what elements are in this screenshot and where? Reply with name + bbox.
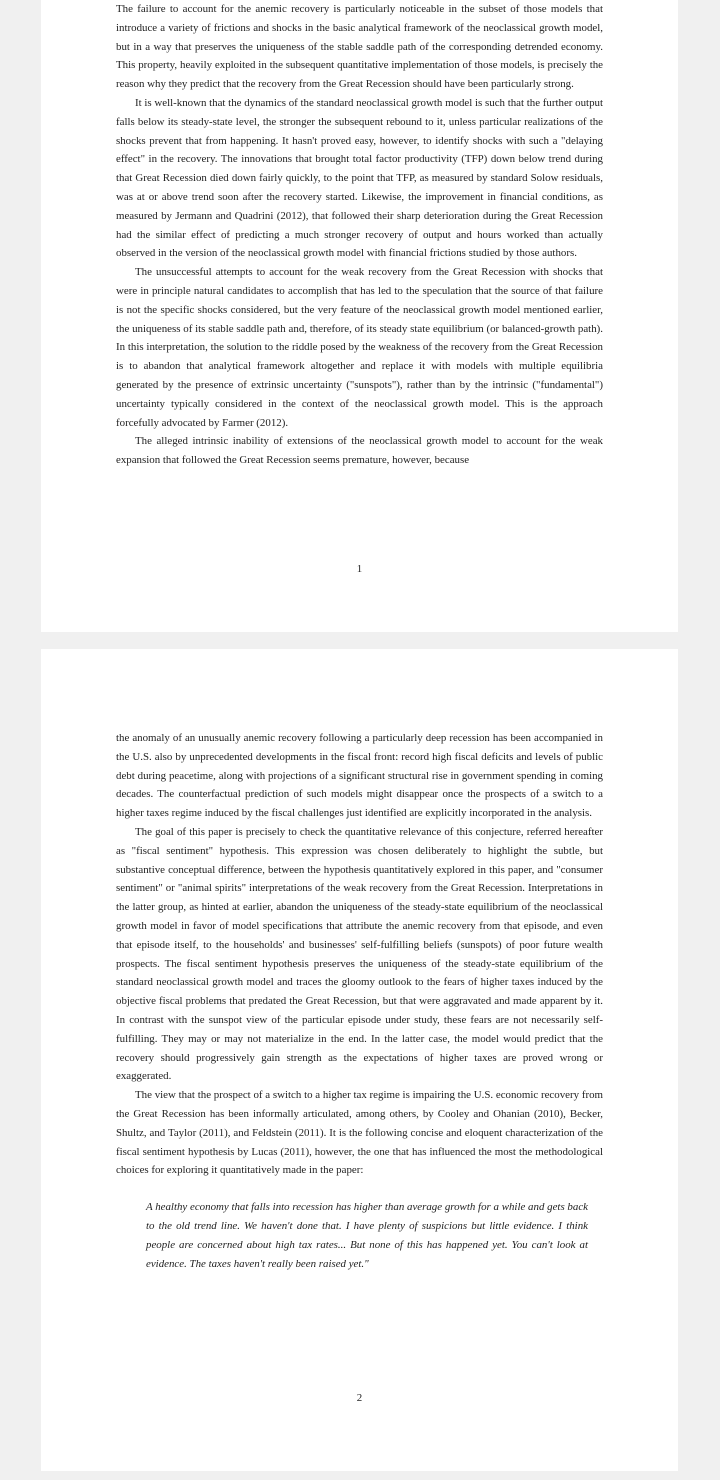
paragraph-2: The goal of this paper is precisely to check the quantitative relevance of this conjecture, referred hereafter as "fiscal sentiment" hypothesis. This expression was chosen deliberately to highlight the subtle, but substantive conceptual difference, between the hypothesis quantitatively explored in this paper, and "consumer sentiment" or "animal spirits" interpretations of the weak recovery from the Great Recession. Interpretations in the latter group, as hinted at earlier, abandon the uniqueness of the steady-state equilibrium of the neoclassical growth model in favor of model specifications that attribute the anemic recovery from that episode, and even that episode itself, to the households' and businesses' self-fulfilling beliefs (sunspots) of poor future wealth prospects. The fiscal sentiment hypothesis preserves the uniqueness of the steady-state equilibrium of the standard neoclassical growth model and traces the gloomy outlook to the fears of higher taxes induced by the objective fiscal problems that predated the Great Recession, but that were aggravated and made apparent by it. In contrast with the sunspot view of the particular episode under study, these fears are not necessarily self-fulfilling. They may or may not materialize in the end. In the latter case, the model would predict that the recovery should progressively gain strength as the expectations of higher taxes are proved wrong or exaggerated. (116, 825, 603, 1083)
paragraph-1: the anomaly of an unusually anemic recovery following a particularly deep recession has been accompanied in the U.S. also by unprecedented developments in the fiscal front: record high fiscal deficits and levels of public debt during peacetime, along with projections of a significant structural rise in government spending in coming decades. The counterfactual prediction of such models might disappear once the prospects of a switch to a higher taxes regime induced by the fiscal challenges just identified are explicitly incorporated in the analysis. (116, 732, 603, 820)
document-page-2 (41, 649, 678, 1471)
page-number: 1 (356, 563, 363, 575)
paragraph-2: It is well-known that the dynamics of the standard neoclassical growth model is such that the further output falls below its steady-state level, the stronger the subsequent rebound to it, unless particular realizations of the shocks prevent that from happening. It hasn't proved easy, however, to identify shocks with such a "delaying effect" in the recovery. The innovations that brought total factor productivity (TFP) down below trend during that Great Recession died down fairly quickly, to the point that TFP, as measured by standard Solow residuals, was at or above trend soon after the recovery started. Likewise, the improvement in financial conditions, as measured by Jermann and Quadrini (2012), that followed their sharp deterioration during the Great Recession had the similar effect of predicting a much stronger recovery of output and hours worked than actually observed in the version of the neoclassical growth model with financial frictions studied by those authors. (116, 96, 603, 260)
document-page-1 (41, 0, 678, 632)
page-number: 2 (356, 1392, 363, 1404)
paragraph-1: The failure to account for the anemic recovery is particularly noticeable in the subset of those models that introduce a variety of frictions and shocks in the basic analytical framework of the neoclassical growth model, but in a way that preserves the uniqueness of the stable saddle path of the corresponding detrended economy. This property, heavily exploited in the subsequent quantitative implementation of those models, is precisely the reason why they predict that the recovery from the Great Recession should have been particularly strong. (116, 3, 603, 91)
block-quote: A healthy economy that falls into recession has higher than average growth for a while and gets back to the old trend line. We haven't done that. I have plenty of suspicions but little evidence. I think people are concerned about high tax rates... But none of this has happened yet. You can't look at evidence. The taxes haven't really been raised yet." (146, 1201, 588, 1270)
paragraph-3: The view that the prospect of a switch to a higher tax regime is impairing the U.S. economic recovery from the Great Recession has been informally articulated, among others, by Cooley and Ohanian (2010), Becker, Shultz, and Taylor (2011), and Feldstein (2011). It is the following concise and eloquent characterization of the fiscal sentiment hypothesis by Lucas (2011), however, the one that has influenced the most the methodological choices for exploring it quantitatively made in the paper: (116, 1089, 603, 1177)
paragraph-3: The unsuccessful attempts to account for the weak recovery from the Great Recession with shocks that were in principle natural candidates to accomplish that has led to the speculation that the source of that failure is not the specific shocks considered, but the very feature of the neoclassical growth model mentioned earlier, the uniqueness of its stable saddle path and, therefore, of its steady state equilibrium (or balanced-growth path). In this interpretation, the solution to the riddle posed by the weakness of the recovery from the Great Recession is to abandon that analytical framework altogether and replace it with models with multiple equilibria generated by the presence of extrinsic uncertainty ("sunspots"), rather than by the intrinsic ("fundamental") uncertainty typically considered in the context of the neoclassical growth model. This is the approach forcefully advocated by Farmer (2012). (116, 266, 603, 429)
paragraph-4: The alleged intrinsic inability of extensions of the neoclassical growth model to account for the weak expansion that followed the Great Recession seems premature, however, because (116, 435, 603, 467)
